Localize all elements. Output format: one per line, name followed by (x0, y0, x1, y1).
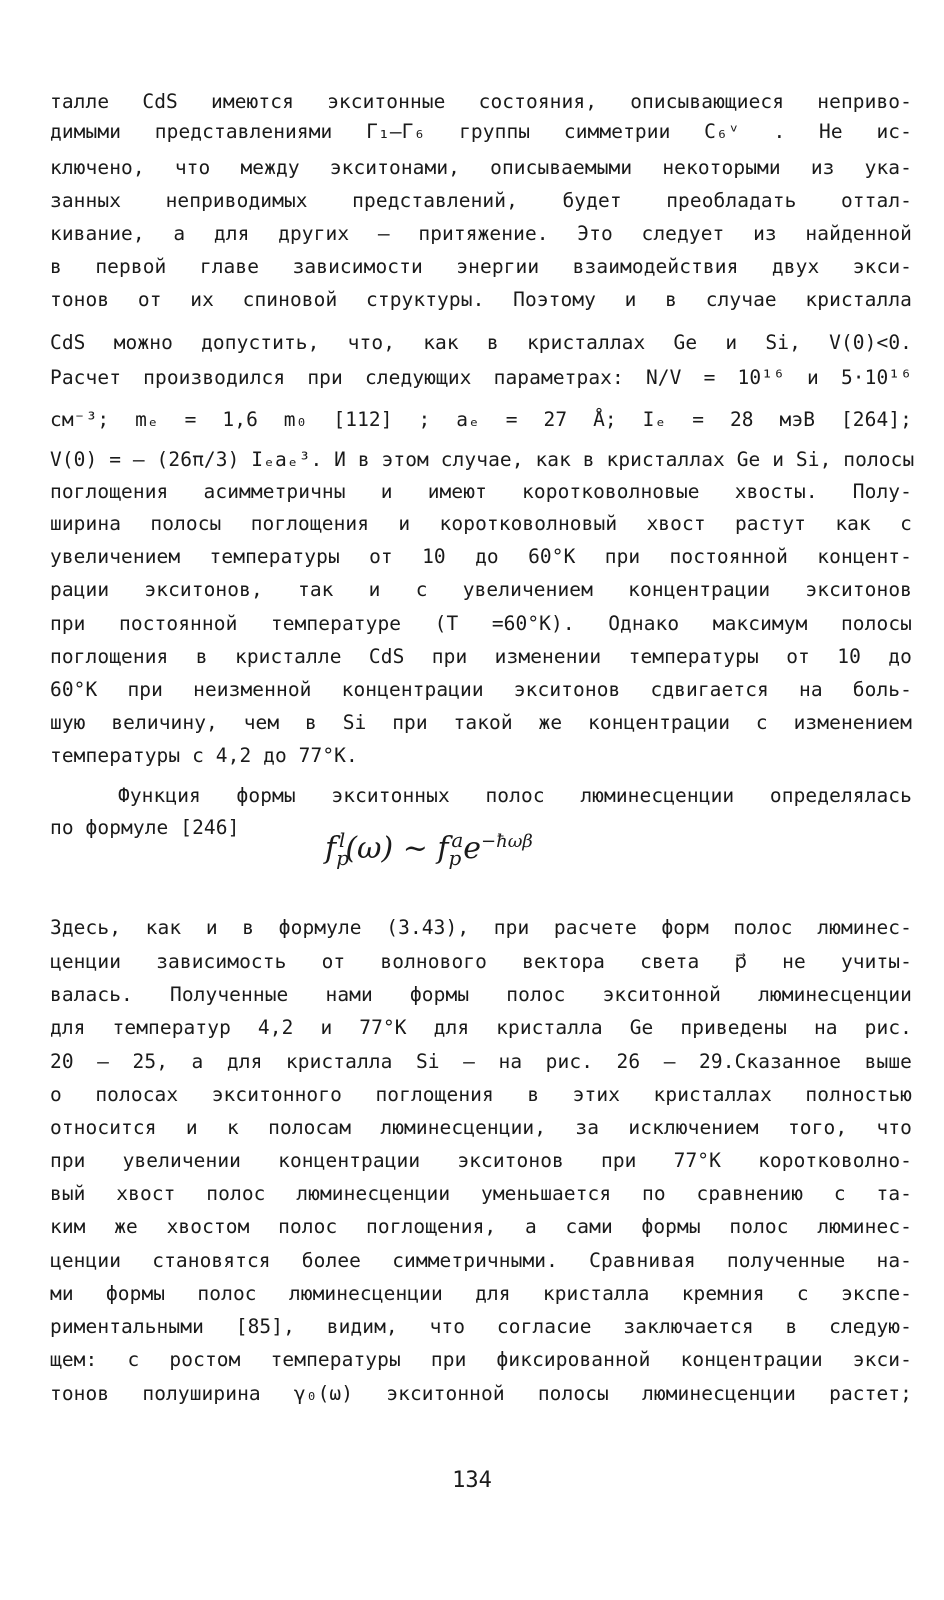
text-line: ценции зависимость от волнового вектора света p⃗ не учиты- (50, 950, 912, 973)
formula: $f_p^l(\omega)$ ~ $f_p^ae^{-ħ\omega\beta}$ (325, 828, 533, 870)
text-line: при увеличении концентрации экситонов при 77°К коротковолно- (50, 1149, 912, 1172)
text-line: Расчет производился при следующих параметрах: N/V = 10¹⁶ и 5·10¹⁶ (50, 366, 912, 389)
text-line: относится и к полосам люминесценции, за исключением того, что (50, 1116, 912, 1139)
text-line: ким же хвостом полос поглощения, а сами формы полос люминес- (50, 1215, 912, 1238)
text-line: V(0) = – (26π/3) Iₑaₑ³. И в этом случае, как в кристаллах Ge и Si, полосы (50, 448, 915, 471)
text-line: кивание, а для других – притяжение. Это следует из найденной (50, 222, 912, 245)
text-line: в первой главе зависимости энергии взаимодействия двух экси- (50, 255, 912, 278)
page-number: 134 (452, 1468, 492, 1493)
text-line: увеличением температуры от 10 до 60°К при постоянной концент- (50, 545, 912, 568)
text-line: ключено, что между экситонами, описываемыми некоторыми из ука- (50, 156, 912, 179)
text-line: Функция формы экситонных полос люминесценции определялась (118, 784, 912, 807)
text-line: занных неприводимых представлений, будет преобладать оттал- (50, 189, 912, 212)
text-line: ценции становятся более симметричными. Сравнивая полученные на- (50, 1249, 912, 1272)
text-line: валась. Полученные нами формы полос экситонной люминесценции (50, 983, 912, 1006)
text-line: о полосах экситонного поглощения в этих кристаллах полностью (50, 1083, 912, 1106)
text-line: вый хвост полос люминесценции уменьшается по сравнению с та- (50, 1182, 912, 1205)
text-line: см⁻³; mₑ = 1,6 m₀ [112] ; aₑ = 27 Å; Iₑ = 28 мэВ [264]; (50, 408, 912, 431)
text-line: щем: с ростом температуры при фиксированной концентрации экси- (50, 1348, 912, 1371)
text-line: димыми представлениями Г₁–Г₆ группы симметрии C₆ᵛ . Не ис- (50, 120, 912, 143)
text-line: по формуле [246] (50, 816, 240, 839)
text-line: тонов полуширина γ₀(ω) экситонной полосы люминесценции растет; (50, 1382, 912, 1405)
text-line: талле CdS имеются экситонные состояния, описывающиеся неприво- (50, 90, 912, 113)
text-line: 20 – 25, а для кристалла Si – на рис. 26 – 29.Сказанное выше (50, 1050, 912, 1073)
text-line: температуры с 4,2 до 77°К. (50, 744, 358, 767)
text-line: 60°К при неизменной концентрации экситонов сдвигается на боль- (50, 678, 912, 701)
text-line: рации экситонов, так и с увеличением концентрации экситонов (50, 578, 912, 601)
text-line: ширина полосы поглощения и коротковолновый хвост растут как с (50, 512, 912, 535)
text-line: поглощения в кристалле CdS при изменении температуры от 10 до (50, 645, 912, 668)
text-line: при постоянной температуре (T =60°К). Однако максимум полосы (50, 612, 912, 635)
text-line: поглощения асимметричны и имеют коротковолновые хвосты. Полу- (50, 480, 912, 503)
text-line: Здесь, как и в формуле (3.43), при расчете форм полос люминес- (50, 916, 912, 939)
text-line: шую величину, чем в Si при такой же концентрации с изменением (50, 711, 912, 734)
text-line: для температур 4,2 и 77°К для кристалла Ge приведены на рис. (50, 1016, 912, 1039)
text-line: ми формы полос люминесценции для кристалла кремния с экспе- (50, 1282, 912, 1305)
text-line: CdS можно допустить, что, как в кристаллах Ge и Si, V(0)<0. (50, 331, 912, 354)
text-line: риментальными [85], видим, что согласие заключается в следую- (50, 1315, 912, 1338)
text-line: тонов от их спиновой структуры. Поэтому и в случае кристалла (50, 288, 912, 311)
